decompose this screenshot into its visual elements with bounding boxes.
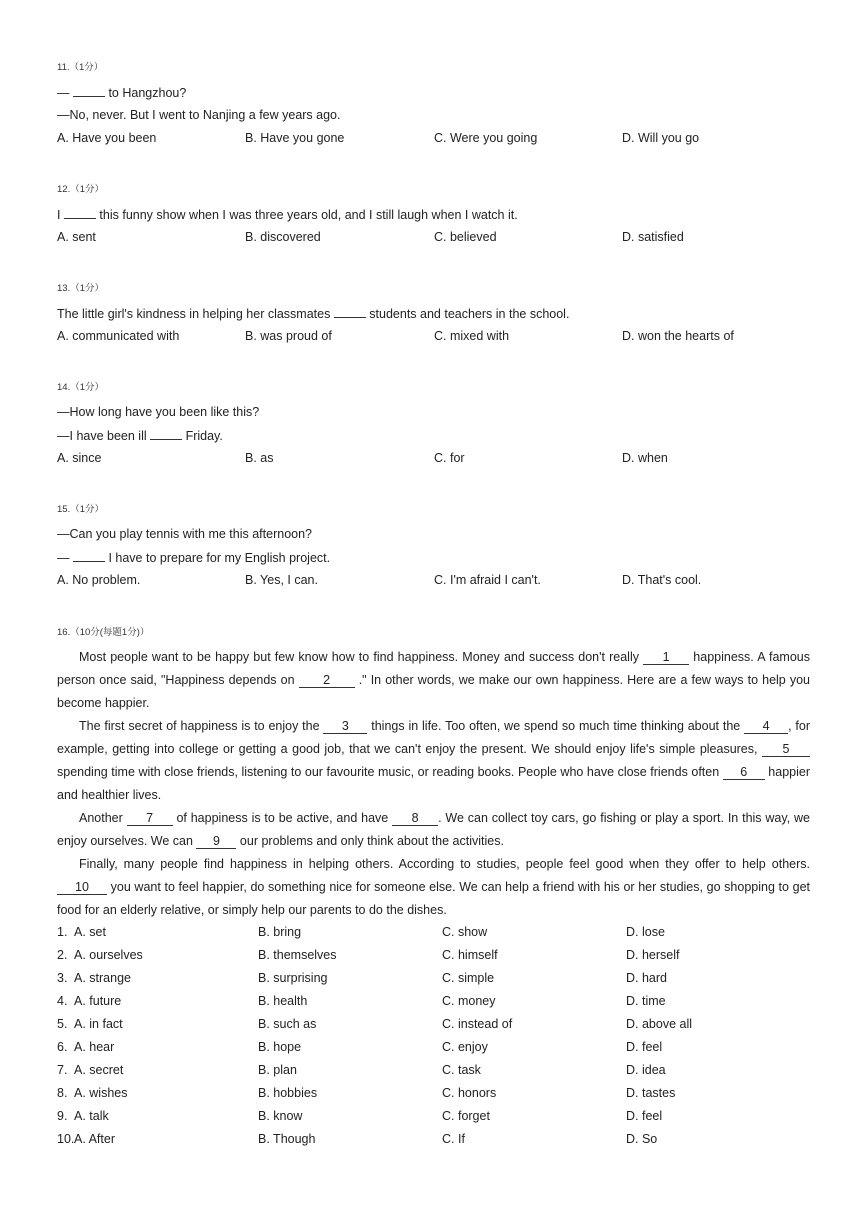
choice-6-d[interactable]: D. feel <box>626 1040 663 1054</box>
question-14-line-2 <box>57 428 223 443</box>
question-13-header: 13.（1分） <box>57 283 104 294</box>
answer-blank[interactable] <box>64 207 96 219</box>
q13-option-a[interactable]: A. communicated with <box>57 329 180 343</box>
p4-text: Finally, many people find happiness in helping others. According to studies, people feel good when they offer to help others. <box>79 857 810 871</box>
choice-5-c[interactable]: C. instead of <box>442 1017 513 1031</box>
choice-row-number: 2. <box>57 948 68 962</box>
p1-text: ." In other words, we make our own happiness. Here are a few ways to help you become happier. <box>57 673 810 710</box>
q14-option-b[interactable]: B. as <box>245 451 274 465</box>
q12-option-d[interactable]: D. satisfied <box>622 230 684 244</box>
q12-line1-suffix: this funny show when I was three years old, and I still laugh when I watch it. <box>95 208 518 222</box>
choice-10-a[interactable]: A. After <box>74 1132 115 1146</box>
choice-1-a[interactable]: A. set <box>74 925 106 939</box>
choice-1-b[interactable]: B. bring <box>258 925 302 939</box>
q14-option-c[interactable]: C. for <box>434 451 465 465</box>
q13-line1-prefix: The little girl's kindness in helping her classmates <box>57 307 334 321</box>
choice-2-c[interactable]: C. himself <box>442 948 498 962</box>
choice-row-number: 8. <box>57 1086 68 1100</box>
cloze-paragraph-1 <box>57 646 810 715</box>
p2-text: things in life. Too often, we spend so much time thinking about the <box>367 719 745 733</box>
question-12-line-1 <box>57 207 518 222</box>
cloze-blank-1[interactable]: 1 <box>643 651 689 665</box>
choice-2-b[interactable]: B. themselves <box>258 948 337 962</box>
choice-3-b[interactable]: B. surprising <box>258 971 328 985</box>
p1-text: Most people want to be happy but few know how to find happiness. Money and success don't really <box>79 650 644 664</box>
answer-blank[interactable] <box>73 85 105 97</box>
choice-3-c[interactable]: C. simple <box>442 971 495 985</box>
q13-option-c[interactable]: C. mixed with <box>434 329 510 343</box>
cloze-blank-9[interactable]: 9 <box>196 835 236 849</box>
choice-10-d[interactable]: D. So <box>626 1132 658 1146</box>
q11-option-d[interactable]: D. Will you go <box>622 131 700 145</box>
choice-9-d[interactable]: D. feel <box>626 1109 663 1123</box>
choice-4-a[interactable]: A. future <box>74 994 122 1008</box>
p2-text: , for example, getting into college or getting a good job, that we can't enjoy the present. We should enjoy life's simple pleasures, <box>57 719 810 756</box>
q11-option-c[interactable]: C. Were you going <box>434 131 538 145</box>
q14-line2-prefix: —I have been ill <box>57 429 151 443</box>
cloze-paragraph-3 <box>57 807 810 853</box>
answer-blank[interactable] <box>73 550 105 562</box>
cloze-blank-10[interactable]: 10 <box>57 881 107 895</box>
q14-option-a[interactable]: A. since <box>57 451 102 465</box>
cloze-blank-2[interactable]: 2 <box>299 674 355 688</box>
q12-line1-prefix: I <box>57 208 64 222</box>
question-14-header: 14.（1分） <box>57 382 104 393</box>
q11-option-a[interactable]: A. Have you been <box>57 131 157 145</box>
q12-option-b[interactable]: B. discovered <box>245 230 321 244</box>
choice-7-a[interactable]: A. secret <box>74 1063 124 1077</box>
question-16-header: 16.（10分(每题1分)） <box>57 627 150 638</box>
choice-6-c[interactable]: C. enjoy <box>442 1040 488 1054</box>
choice-7-d[interactable]: D. idea <box>626 1063 666 1077</box>
question-11-line-2: —No, never. But I went to Nanjing a few years ago. <box>57 108 341 122</box>
p2-text: spending time with close friends, listening to our favourite music, or reading books. People who have close friends often <box>57 765 723 779</box>
choice-row-number: 1. <box>57 925 68 939</box>
choice-6-a[interactable]: A. hear <box>74 1040 115 1054</box>
p3-text: Another <box>79 811 127 825</box>
q11-line1-suffix: to Hangzhou? <box>104 86 187 100</box>
question-15-line-2 <box>57 550 330 565</box>
choice-row-number: 5. <box>57 1017 68 1031</box>
question-14-line-1: —How long have you been like this? <box>57 405 260 419</box>
choice-9-a[interactable]: A. talk <box>74 1109 109 1123</box>
choice-row-number: 7. <box>57 1063 68 1077</box>
choice-10-b[interactable]: B. Though <box>258 1132 316 1146</box>
choice-7-b[interactable]: B. plan <box>258 1063 297 1077</box>
p4-text: you want to feel happier, do something nice for someone else. We can help a friend with his or her studies, go shopping to get food for an elderly relative, or simply help our parents to do the dishes. <box>57 880 810 917</box>
choice-1-c[interactable]: C. show <box>442 925 488 939</box>
q14-line2-suffix: Friday. <box>182 429 223 443</box>
choice-1-d[interactable]: D. lose <box>626 925 665 939</box>
q12-option-a[interactable]: A. sent <box>57 230 96 244</box>
choice-5-b[interactable]: B. such as <box>258 1017 317 1031</box>
choice-5-d[interactable]: D. above all <box>626 1017 693 1031</box>
answer-blank[interactable] <box>334 306 366 318</box>
question-12-header: 12.（1分） <box>57 184 104 195</box>
q11-line1-prefix: — <box>57 86 73 100</box>
cloze-blank-7[interactable]: 7 <box>127 812 173 826</box>
choice-row-number: 9. <box>57 1109 68 1123</box>
choice-5-a[interactable]: A. in fact <box>74 1017 123 1031</box>
choice-9-c[interactable]: C. forget <box>442 1109 490 1123</box>
q13-option-d[interactable]: D. won the hearts of <box>622 329 734 343</box>
question-13-line-1 <box>57 306 569 321</box>
choice-3-d[interactable]: D. hard <box>626 971 667 985</box>
choice-8-b[interactable]: B. hobbies <box>258 1086 318 1100</box>
cloze-paragraph-2 <box>57 715 810 807</box>
q13-line1-suffix: students and teachers in the school. <box>365 307 570 321</box>
choice-4-c[interactable]: C. money <box>442 994 496 1008</box>
question-15-header: 15.（1分） <box>57 504 104 515</box>
q15-line2-suffix: I have to prepare for my English project. <box>104 551 331 565</box>
p1-text: happiness. A famous person once said, "Happiness depends on <box>57 650 810 687</box>
choice-8-d[interactable]: D. tastes <box>626 1086 676 1100</box>
cloze-blank-8[interactable]: 8 <box>392 812 438 826</box>
choice-row-number: 6. <box>57 1040 68 1054</box>
cloze-paragraph-4 <box>57 853 810 922</box>
q11-option-b[interactable]: B. Have you gone <box>245 131 345 145</box>
choice-10-c[interactable]: C. If <box>442 1132 465 1146</box>
q15-option-c[interactable]: C. I'm afraid I can't. <box>434 573 541 587</box>
p2-text: The first secret of happiness is to enjoy the <box>79 719 324 733</box>
p2-text: happier and healthier lives. <box>57 765 810 802</box>
p3-text: our problems and only think about the activities. <box>236 834 504 848</box>
q12-option-c[interactable]: C. believed <box>434 230 497 244</box>
cloze-blank-3[interactable]: 3 <box>323 720 367 734</box>
choice-row-number: 4. <box>57 994 68 1008</box>
question-11-line-1 <box>57 85 186 100</box>
choice-2-a[interactable]: A. ourselves <box>74 948 143 962</box>
choice-3-a[interactable]: A. strange <box>74 971 131 985</box>
choice-4-d[interactable]: D. time <box>626 994 666 1008</box>
p3-text: of happiness is to be active, and have <box>172 811 393 825</box>
answer-blank[interactable] <box>150 428 182 440</box>
choice-row-number: 10. <box>57 1132 75 1146</box>
q15-line2-prefix: — <box>57 551 73 565</box>
question-11-header: 11.（1分） <box>57 62 104 73</box>
choice-4-b[interactable]: B. health <box>258 994 308 1008</box>
q13-option-b[interactable]: B. was proud of <box>245 329 332 343</box>
choice-row-number: 3. <box>57 971 68 985</box>
q14-option-d[interactable]: D. when <box>622 451 668 465</box>
choice-9-b[interactable]: B. know <box>258 1109 303 1123</box>
cloze-blank-4[interactable]: 4 <box>744 720 788 734</box>
choice-2-d[interactable]: D. herself <box>626 948 680 962</box>
q15-option-b[interactable]: B. Yes, I can. <box>245 573 318 587</box>
q15-option-a[interactable]: A. No problem. <box>57 573 141 587</box>
p3-text: . We can collect toy cars, go fishing or play a sport. In this way, we enjoy ourselves. We can <box>57 811 810 848</box>
cloze-blank-6[interactable]: 6 <box>723 766 765 780</box>
choice-6-b[interactable]: B. hope <box>258 1040 302 1054</box>
choice-8-a[interactable]: A. wishes <box>74 1086 128 1100</box>
cloze-blank-5[interactable]: 5 <box>762 743 810 757</box>
choice-8-c[interactable]: C. honors <box>442 1086 497 1100</box>
choice-7-c[interactable]: C. task <box>442 1063 481 1077</box>
question-15-line-1: —Can you play tennis with me this afternoon? <box>57 527 312 541</box>
q15-option-d[interactable]: D. That's cool. <box>622 573 702 587</box>
